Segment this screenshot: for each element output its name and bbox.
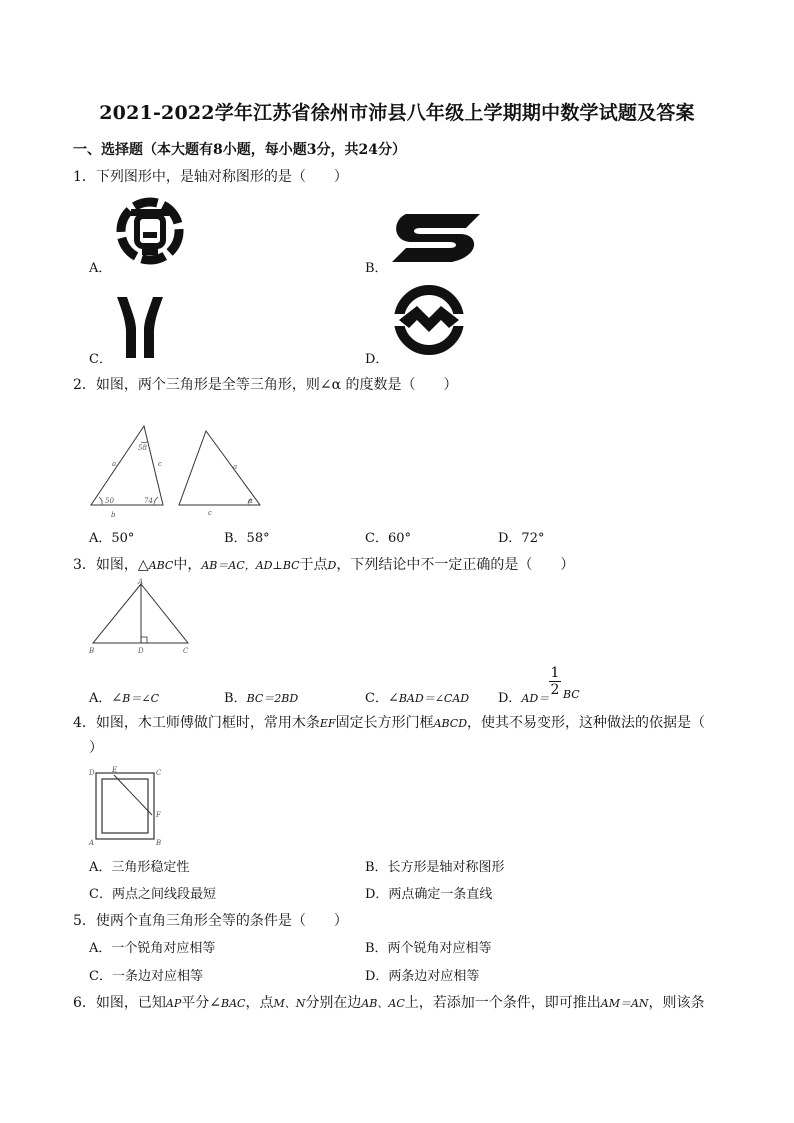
q2-option-a: A．50° [89,531,135,546]
q3-option-a: A．∠B＝∠C [89,691,159,706]
q1-option-c: C． [89,352,112,367]
q3-label-d: D [138,647,144,655]
q1-figure-d [390,284,468,356]
q2-label-a2: a [233,463,238,471]
q4-stem-line2: ） [89,740,103,756]
q3-stem-abc: ABC [148,559,174,572]
q3-label-a: A [138,578,144,586]
q2-figure [88,420,270,518]
q3-figure [88,578,194,658]
q3-label-b: B [89,647,95,655]
q3-label-c: C [183,647,189,655]
q2-label-b: b [111,511,116,518]
q2-angle-74: 74 [144,497,153,505]
q3-stem-post: ，下列结论中不一定正确的是（ ） [336,557,575,573]
q4-figure [88,765,164,847]
q2-angle-50: 50 [105,497,114,505]
q3-stem [73,554,574,574]
q1-option-a: A． [89,261,112,276]
q3-stem-mid2: 于点 [299,557,328,573]
q4-label-b: B [156,839,162,847]
q3-option-d-tail: BC [563,688,580,701]
q1-option-d: D． [365,352,389,367]
q4-label-e: E [112,766,118,774]
q4-option-d: D．两点确定一条直线 [365,887,493,902]
q3-fraction-denominator: 2 [550,682,560,698]
q2-angle-58: 58 [138,444,147,452]
q4-option-c: C．两点之间线段最短 [89,887,216,902]
page-title: 2021-2022学年江苏省徐州市沛县八年级上学期期中数学试题及答案 [99,102,695,124]
q5-option-b: B．两个锐角对应相等 [365,941,492,956]
q5-option-d: D．两条边对应相等 [365,969,480,984]
q5-option-c: C．一条边对应相等 [89,969,203,984]
q3-option-b: B．BC＝2BD [224,691,299,706]
q3-fraction-half [549,666,561,697]
q4-label-d: D [89,769,95,777]
q3-option-c: C．∠BAD＝∠CAD [365,691,470,706]
q4-option-b: B．长方形是轴对称图形 [365,860,505,875]
q4-label-f: F [156,811,161,819]
q4-label-c: C [156,769,162,777]
section-heading: 一、选择题（本大题有8小题，每小题3分，共24分） [73,142,406,158]
q1-option-b: B． [365,261,388,276]
q1-figure-a [113,196,187,266]
q2-label-c2: c [208,509,212,517]
q4-label-a: A [89,839,95,847]
q2-stem: 2．如图，两个三角形是全等三角形，则∠α 的度数是（ ） [73,377,458,393]
q2-option-c: C．60° [365,531,411,546]
q2-label-c: c [158,460,162,468]
q2-triangle-right [179,431,260,505]
q1-stem: 1．下列图形中，是轴对称图形的是（ ） [73,169,348,185]
q1-figure-b [390,212,482,264]
q2-triangle-left [91,426,163,505]
q3-stem-pre: 3．如图，△ [73,557,149,573]
q2-option-b: B．58° [224,531,270,546]
q4-option-a: A．三角形稳定性 [89,860,190,875]
q2-option-d: D．72° [498,531,545,546]
q3-option-d: D．AD＝ [498,691,550,706]
q3-fraction-numerator: 1 [550,665,560,681]
q4-stem: 4．如图，木工师傅做门框时，常用木条EF固定长方形门框ABCD，使其不易变形，这种做法的依据是（ [73,715,706,731]
q2-label-a: a [112,460,117,468]
q3-stem-d: D [327,559,337,572]
q1-figure-c [116,296,164,358]
q6-stem: 6．如图，已知AP平分∠BAC，点M、N分别在边AB、AC上，若添加一个条件，即可推出AM＝AN，则该条 [73,995,705,1011]
q3-stem-eq: AB＝AC，AD⊥BC [201,559,300,572]
q3-stem-mid1: 中， [173,557,202,573]
q5-stem: 5．使两个直角三角形全等的条件是（ ） [73,913,348,929]
q5-option-a: A．一个锐角对应相等 [89,941,216,956]
q2-angle-alpha: α [248,497,253,505]
